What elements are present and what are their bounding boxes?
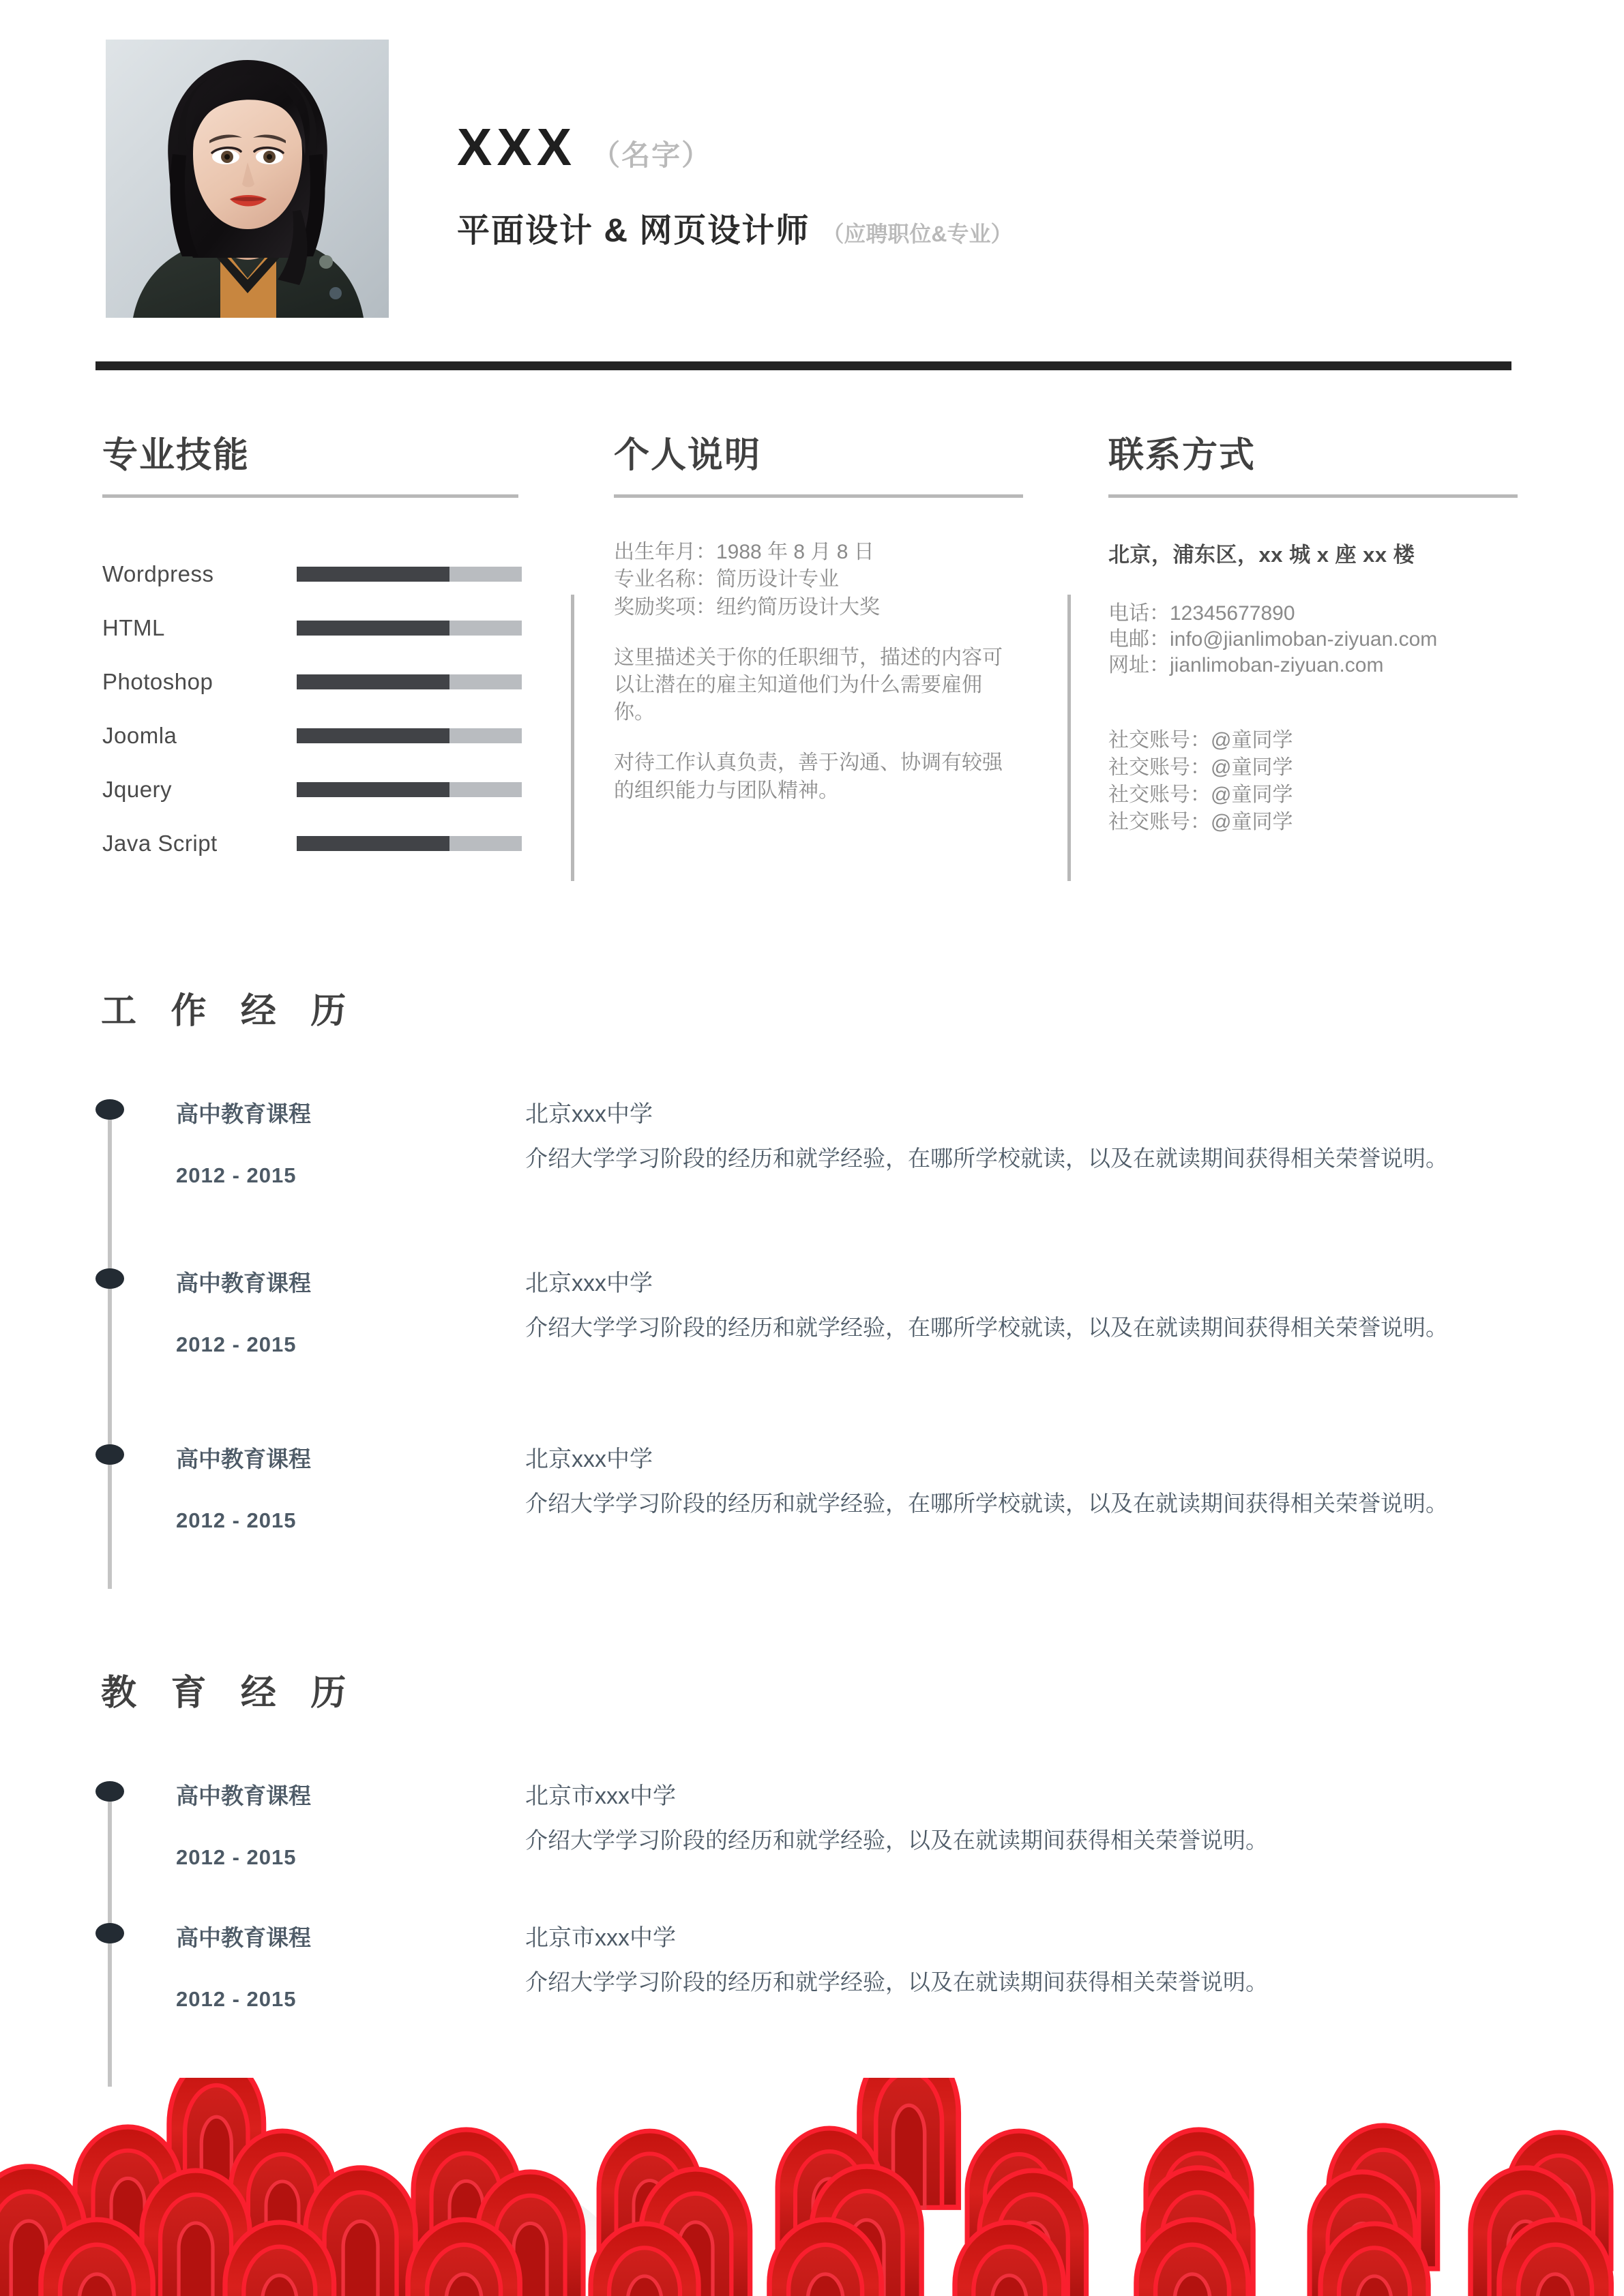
skill-track (297, 728, 522, 743)
contact-section (1108, 436, 1531, 831)
contact-social-item: 社交账号：@童同学 (1108, 729, 1293, 752)
resume-header (0, 0, 1624, 368)
contact-social-item: 社交账号：@童同学 (1108, 810, 1293, 833)
skill-item (102, 816, 532, 870)
education-section (0, 1664, 1624, 2087)
timeline-dot-icon (95, 1923, 124, 1943)
skill-track (297, 782, 522, 797)
about-body (614, 539, 1030, 805)
skills-heading-rule (102, 494, 518, 498)
education-date: 2012 - 2015 (176, 1987, 297, 2011)
skill-track (297, 567, 522, 582)
skill-track (297, 621, 522, 636)
work-timeline-rail (108, 1105, 112, 1589)
education-heading: 教 育 经 历 (101, 1673, 359, 1713)
skill-item (102, 601, 532, 655)
timeline-dot-icon (95, 1781, 124, 1802)
work-org: 北京xxx中学 (525, 1101, 653, 1127)
contact-email[interactable]: 电邮：info@jianlimoban-ziyuan.com (1108, 628, 1438, 651)
work-date: 2012 - 2015 (176, 1163, 297, 1187)
column-divider-1 (571, 595, 574, 881)
about-heading-rule (614, 494, 1023, 498)
about-paragraph-2: 对待工作认真负责，善于沟通、协调有较强的组织能力与团队精神。 (614, 751, 1003, 802)
skill-track (297, 836, 522, 851)
contact-social-list (1108, 727, 1293, 836)
skill-fill (297, 728, 449, 743)
education-desc: 介绍大学学习阶段的经历和就学经验，以及在就读期间获得相关荣誉说明。 (525, 1969, 1268, 1995)
contact-address: 北京，浦东区，xx 城 x 座 xx 楼 (1108, 543, 1415, 567)
work-role: 高中教育课程 (176, 1101, 311, 1127)
timeline-dot-icon (95, 1099, 124, 1120)
info-band (0, 436, 1624, 900)
education-date: 2012 - 2015 (176, 1845, 297, 1869)
skill-fill (297, 836, 449, 851)
work-role: 高中教育课程 (176, 1270, 311, 1296)
profile-photo-illustration (106, 40, 389, 318)
education-org: 北京市xxx中学 (525, 1783, 676, 1809)
work-desc: 介绍大学学习阶段的经历和就学经验，在哪所学校就读，以及在就读期间获得相关荣誉说明。 (525, 1146, 1448, 1171)
work-org: 北京xxx中学 (525, 1446, 653, 1472)
contact-phone: 电话：12345677890 (1108, 602, 1295, 625)
education-role: 高中教育课程 (176, 1925, 311, 1950)
education-org: 北京市xxx中学 (525, 1925, 676, 1951)
work-experience-section (0, 982, 1624, 1609)
about-heading: 个人说明 (614, 436, 762, 475)
work-date: 2012 - 2015 (176, 1508, 297, 1532)
job-title: 平面设计 & 网页设计师 (457, 213, 810, 249)
timeline-dot-icon (95, 1268, 124, 1289)
job-title-hint: （应聘职位&专业） (822, 222, 1013, 246)
skills-list (102, 547, 532, 870)
education-role: 高中教育课程 (176, 1783, 311, 1808)
work-org: 北京xxx中学 (525, 1270, 653, 1296)
header-divider (95, 361, 1511, 370)
skill-label: Photoshop (102, 668, 213, 694)
education-desc: 介绍大学学习阶段的经历和就学经验，以及在就读期间获得相关荣誉说明。 (525, 1828, 1268, 1853)
skill-label: Joomla (102, 722, 177, 748)
decorative-footer-pattern (0, 2078, 1624, 2296)
skill-label: Wordpress (102, 561, 214, 586)
skill-item (102, 709, 532, 762)
contact-body (1108, 537, 1531, 831)
skill-fill (297, 621, 449, 636)
skill-fill (297, 674, 449, 689)
about-section (614, 436, 1030, 805)
skill-fill (297, 782, 449, 797)
about-fact-award: 奖励奖项：纽约简历设计大奖 (614, 595, 880, 618)
work-desc: 介绍大学学习阶段的经历和就学经验，在哪所学校就读，以及在就读期间获得相关荣誉说明。 (525, 1315, 1448, 1340)
contact-heading: 联系方式 (1108, 436, 1256, 475)
skill-item (102, 655, 532, 709)
about-fact-birth: 出生年月：1988 年 8 月 8 日 (614, 541, 874, 564)
about-facts (614, 539, 1030, 621)
skill-item (102, 547, 532, 601)
about-fact-major: 专业名称：简历设计专业 (614, 568, 839, 591)
name-row (457, 118, 1012, 177)
work-date: 2012 - 2015 (176, 1332, 297, 1356)
contact-social-item: 社交账号：@童同学 (1108, 783, 1293, 806)
column-divider-2 (1067, 595, 1071, 881)
skill-fill (297, 567, 449, 582)
chinese-mountain-motif-icon (0, 2078, 1624, 2296)
about-paragraph-1: 这里描述关于你的任职细节，描述的内容可以让潜在的雇主知道他们为什么需要雇佣你。 (614, 646, 1003, 724)
page-title: XXX (457, 118, 577, 177)
work-desc: 介绍大学学习阶段的经历和就学经验，在哪所学校就读，以及在就读期间获得相关荣誉说明。 (525, 1491, 1448, 1516)
skill-label: HTML (102, 614, 165, 640)
contact-website[interactable]: 网址：jianlimoban-ziyuan.com (1108, 654, 1384, 677)
skill-item (102, 762, 532, 816)
work-experience-heading: 工 作 经 历 (101, 992, 359, 1031)
name-hint: （名字） (591, 139, 712, 171)
avatar (106, 40, 389, 318)
contact-heading-rule (1108, 494, 1518, 498)
skill-label: Java Script (102, 830, 218, 856)
timeline-dot-icon (95, 1444, 124, 1465)
skill-track (297, 674, 522, 689)
skills-section (102, 436, 532, 870)
name-block (457, 118, 1013, 249)
work-role: 高中教育课程 (176, 1446, 311, 1472)
job-title-row (457, 215, 1012, 248)
skills-heading: 专业技能 (102, 436, 250, 475)
skill-label: Jquery (102, 776, 173, 802)
contact-social-item: 社交账号：@童同学 (1108, 756, 1293, 779)
contact-details (1108, 601, 1531, 679)
